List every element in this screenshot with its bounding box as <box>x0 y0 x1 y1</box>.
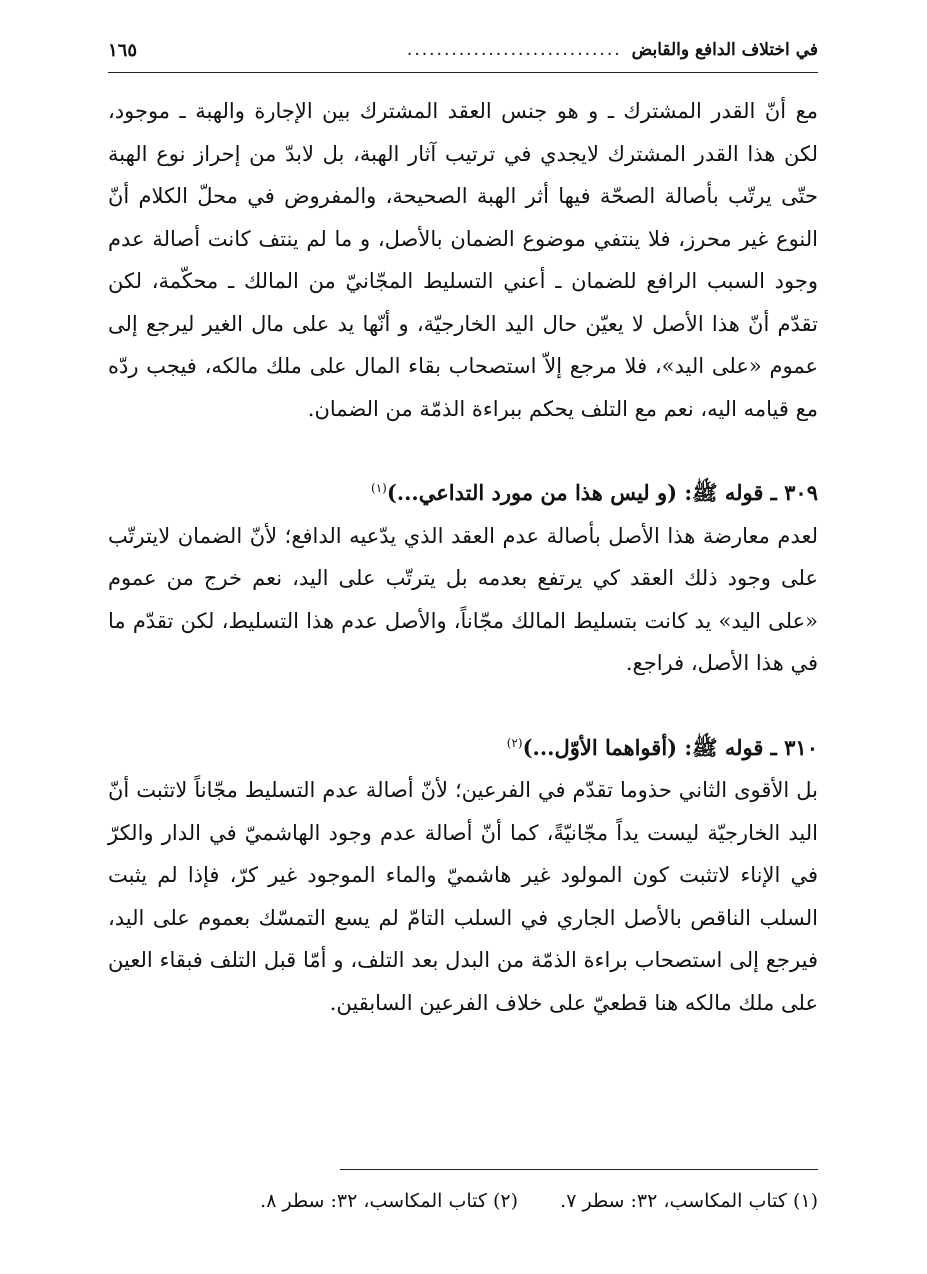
running-head <box>108 32 818 68</box>
footnote-ref-2: (٢) <box>506 735 523 750</box>
heading-309-text: ٣٠٩ ـ قوله ﷺ: (و ليس هذا من مورد التداعي...) <box>386 480 818 505</box>
running-head-title: في اختلاف الدافع والقابض <box>631 40 818 60</box>
paragraph-310: بل الأقوى الثاني حذوما تقدّم في الفرعين؛ لأنّ أصالة عدم التسليط مجّاناً لاتثبت أنّ اليد الخارجيّة ليست يداً مجّانيّةً، كما أنّ أصالة عدم وجود الهاشميّ في الدار والكرّ في الإناء لاتثبت كون المولود غير هاشميّ والماء الموجود غير كرّ، فإذا لم يثبت السلب الناقص بالأصل الجاري في السلب التامّ لم يسع التمسّك بعموم على اليد، فيرجع إلى استصحاب براءة الذمّة من البدل بعد التلف، و أمّا قبل التلف فبقاء العين على ملك مالكه هنا قطعيّ على خلاف الفرعين السابقين. <box>108 778 818 1015</box>
paragraph-309: لعدم معارضة هذا الأصل بأصالة عدم العقد الذي يدّعيه الدافع؛ لأنّ الضمان لايترتّب على وجود ذلك العقد كي يرتفع بعدمه بل يترتّب على اليد، نعم خرج من عموم «على اليد» يد كانت بتسليط المالك مجّاناً، والأصل عدم هذا التسليط، لكن تقدّم ما في هذا الأصل، فراجع. <box>108 523 818 675</box>
heading-310 <box>108 727 818 770</box>
main-text <box>108 90 818 1024</box>
page-number: ١٦٥ <box>108 39 138 61</box>
paragraph-intro: مع أنّ القدر المشترك ـ و هو جنس العقد المشترك بين الإجارة والهبة ـ موجود، لكن هذا القدر المشترك لايجدي في ترتيب آثار الهبة، بل لابدّ من إحراز نوع الهبة حتّى يرتّب بأصالة الصحّة فيها أثر الهبة الصحيحة، والمفروض في محلّ الكلام أنّ النوع غير محرز، فلا ينتفي موضوع الضمان بالأصل، و ما لم ينتف كانت أصالة عدم وجود السبب الرافع للضمان ـ أعني التسليط المجّانيّ من المالك ـ محكّمة، لكن تقدّم أنّ هذا الأصل لا يعيّن حال اليد الخارجيّة، و أنّها يد على مال الغير ليرجع إلى عموم «على اليد»، فلا مرجع إلاّ استصحاب بقاء المال على ملك مالكه، فيجب ردّه مع قيامه اليه، نعم مع التلف يحكم ببراءة الذمّة من الضمان. <box>108 99 818 421</box>
footnote-1: (١) كتاب المكاسب، ٣٢: سطر ٧. <box>560 1190 818 1212</box>
footnote-ref-1: (١) <box>371 481 387 495</box>
footnote-2: (٢) كتاب المكاسب، ٣٢: سطر ٨. <box>260 1190 518 1212</box>
header-divider <box>108 72 818 73</box>
footnotes <box>108 1183 818 1219</box>
footnote-divider <box>340 1169 818 1170</box>
heading-310-text: ٣١٠ ـ قوله ﷺ: (أقواهما الأوّل...) <box>522 734 818 760</box>
running-head-leader-dots: ............................. <box>406 40 622 60</box>
heading-309 <box>108 472 818 515</box>
